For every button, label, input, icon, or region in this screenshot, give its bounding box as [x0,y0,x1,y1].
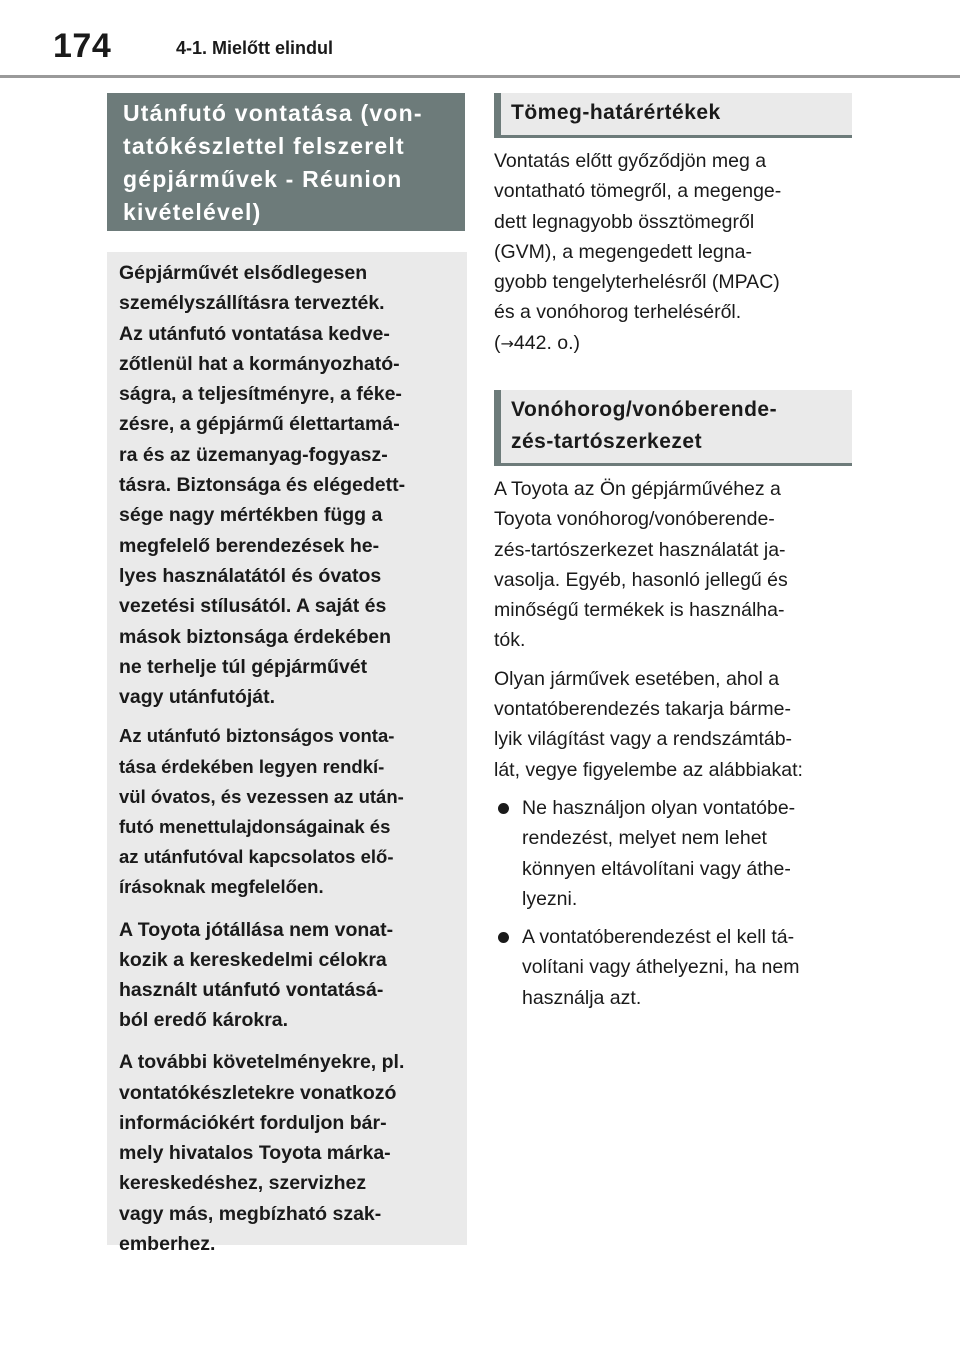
text-line: az utánfutóval kapcsolatos elő- [119,846,394,868]
text-line: tásra. Biztonsága és elégedett- [119,474,406,497]
bullet-item [494,793,854,914]
text-line: zésre, a gépjármű élettartamá- [119,413,400,436]
section-title-weight-limits: Tömeg-határértékek [494,93,852,138]
text-line: mások biztonsága érdekében [119,625,392,648]
text-line: vezetési stílusától. A saját és [119,595,387,618]
text-line: vontatható tömegről, a megenge- [494,180,782,203]
section-reference: 4-1. Mielőtt elindul [176,38,334,58]
text-line: használt utánfutó vontatásá- [119,979,384,1002]
text-line: ne terhelje túl gépjárművét [119,655,368,678]
text-line: zőtlenül hat a kormányozható- [119,352,400,375]
section-title-tow-hitch [494,390,852,466]
text-line: ból eredő károkra. [119,1009,289,1032]
text-line: kereskedéshez, szervizhez [119,1172,367,1195]
text-line: tása érdekében legyen rendkí- [119,755,385,777]
text-line: dett legnagyobb össztömegről [494,210,755,233]
text-line: Gépjárművét elsődlegesen [119,262,368,284]
warning-paragraph-3 [119,915,453,1036]
text-line: Olyan járművek esetében, ahol a [494,667,780,690]
page-number: 174 [53,27,112,65]
text-line: emberhez. [119,1232,216,1255]
text-line: Az utánfutó vontatása kedve- [119,322,390,345]
arrow-right-icon: → [500,333,514,353]
warning-paragraph-2 [119,721,453,902]
text-line: lyezni. [522,887,578,910]
text-line: könnyen eltávolítani vagy áthe- [522,857,791,880]
warning-box [107,252,467,1255]
text-line: Vontatás előtt győződjön meg a [494,150,767,172]
text-line: minőségű termékek is használha- [494,599,785,622]
text-line: ra és az üzemanyag-fogyasz- [119,443,388,466]
text-line: mely hivatalos Toyota márka- [119,1142,391,1165]
text-line: vagy más, megbízható szak- [119,1202,382,1225]
text-line: sége nagy mértékben függ a [119,504,383,527]
bullet-icon [498,803,509,814]
text-line: gyobb tengelyterhelésről (MPAC) [494,271,780,294]
bullet-item [494,922,854,1013]
title-line: Vonóhorog/vonóberende- [511,398,778,421]
weight-limits-paragraph [494,146,854,359]
text-line: rendezést, melyet nem lehet [522,827,767,850]
text-line: megfelelő berendezések he- [119,534,380,557]
text-line: A Toyota az Ön gépjárművéhez a [494,478,781,500]
left-section-title [107,93,465,231]
text-line: lát, vegye figyelembe az alábbiakat: [494,758,803,781]
text-line: volítani vagy áthelyezni, ha nem [522,956,800,979]
tow-hitch-paragraph-2 [494,664,854,785]
text-line: lyes használatától és óvatos [119,564,382,587]
page-reference[interactable] [494,332,580,354]
ref-page: 442. o.) [513,331,581,354]
text-line: A vontatóberendezést el kell tá- [522,926,795,949]
warning-paragraph-4 [119,1047,453,1258]
header-divider [0,75,960,78]
text-line: tók. [494,629,526,652]
tow-hitch-text [494,474,854,1013]
text-line: vagy utánfutóját. [119,686,276,709]
ref-paren: ( [494,331,501,354]
title-line: zés-tartószerkezet [511,430,703,453]
text-line: (GVM), a megengedett legna- [494,240,752,263]
text-line: Ne használjon olyan vontatóbe- [522,796,796,819]
text-line: vül óvatos, és vezessen az után- [119,785,404,807]
text-line: személyszállításra tervezték. [119,292,385,315]
text-line: A további követelményekre, pl. [119,1051,405,1074]
text-line: vontatókészletekre vonatkozó [119,1081,397,1104]
bullet-icon [498,932,509,943]
text-line: vasolja. Egyéb, hasonló jellegű és [494,568,788,591]
text-line: Az utánfutó biztonságos vonta- [119,725,395,747]
tow-hitch-paragraph-1 [494,474,854,656]
text-line: használja azt. [522,986,642,1009]
title-line: gépjárművek - Réunion [123,166,403,192]
title-line: kivételével) [123,199,262,225]
text-line: futó menettulajdonságainak és [119,816,391,838]
title-line: Utánfutó vontatása (von- [123,100,423,126]
text-line: vontatóberendezés takarja bárme- [494,698,792,721]
text-line: ságra, a teljesítményre, a féke- [119,383,402,406]
text-line: zés-tartószerkezet használatát ja- [494,538,786,561]
title-line: tatókészlettel felszerelt [123,133,405,159]
warning-paragraph-1 [119,258,453,712]
weight-limits-text [494,146,854,359]
text-line: lyik világítást vagy a rendszámtáb- [494,728,793,751]
text-line: és a vonóhorog terheléséről. [494,301,742,324]
text-line: kozik a kereskedelmi célokra [119,948,387,971]
page-header [0,0,960,80]
text-line: írásoknak megfelelően. [119,876,324,898]
text-line: Toyota vonóhorog/vonóberende- [494,508,775,531]
text-line: információkért forduljon bár- [119,1111,387,1134]
text-line: A Toyota jótállása nem vonat- [119,918,394,941]
